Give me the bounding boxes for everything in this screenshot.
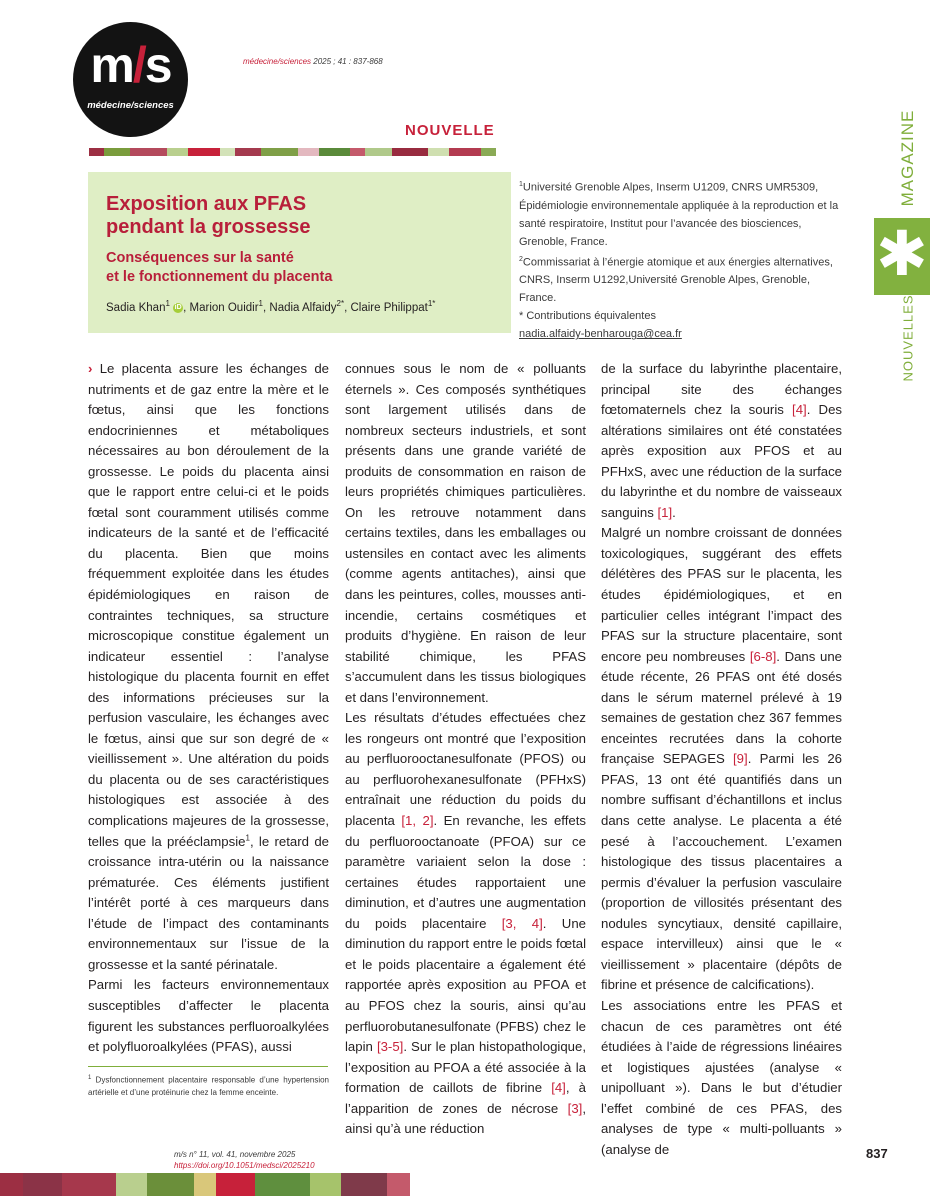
contact-email-link[interactable]: nadia.alfaidy-benharouga@cea.fr [519,328,682,341]
stripe-segment [365,148,391,156]
stripe-segment [310,1173,341,1196]
stripe-segment [89,148,104,156]
magazine-tab-label: MAGAZINE [898,109,917,207]
lead-arrow-icon: › [88,361,93,376]
stripe-segment [220,148,235,156]
stripe-segment [188,148,219,156]
stripe-segment [130,148,167,156]
paragraph: Malgré un nombre croissant de données toxicologiques, suggérant des effets délétères des PFAS sur le placenta, les études épidémiologiques, et en particulier celles intégrant l’impact des PFAS sur la structure placentaire, sont encore peu nombreuses [6-8]. Dans une étude récente, 26 PFAS ont été dosés dans le sérum maternel prélevé à 19 semaines de gestation chez 367 femmes enceintes recrutées dans la cohorte française SEPAGES [9]. Parmi les 26 PFAS, 13 ont été quantifiés dans un nombre suffisant d’échantillons et inclus dans cette analyse. Le placenta a été pesé à l’accouchement. L’examen histologique des tissus placentaires a permis d’évaluer la perfusion vasculaire (proportion de villosités présentant des nodules syncytiaux, densité capillaire, espace intervilleux) ainsi que le « vieillissement » placentaire (dépôts de fibrine et présence de calcifications). [601,525,843,993]
paragraph: Les associations entre les PFAS et chacun de ces paramètres ont été étudiées à l’aide de régressions linéaires et logistiques ajustées (analyse « unipolluant »). Dans le but d’étudier l’effet combiné de ces PFAS, des analyses de type « multi-polluants » (analyse de [601,997,842,1157]
logo-subtitle: médecine/sciences [87,100,174,111]
paragraph: Parmi les facteurs environnementaux susceptibles d’affecter le placenta figurent les substances perfluoroalkylées et polyfluoroalkylées (PFAS), aussi [88,977,329,1055]
stripe-segment [104,148,130,156]
citation-link[interactable]: [4] [792,402,807,418]
stripe-segment [341,1173,388,1196]
stripe-segment [350,148,365,156]
citation-link[interactable]: [4] [551,1080,566,1096]
stripe-segment [481,148,496,156]
paragraph: de la surface du labyrinthe placentaire, principal site des échanges fœtomaternels chez la souris [4]. Des altérations similaires ont été constatées après exposition aux PFOS et au PFHxS, avec une réduction de la surface du labyrinthe et du nombre de vaisseaux sanguins [1]. [601,361,842,520]
citation-link[interactable]: [1, 2] [401,813,434,829]
stripe-segment [147,1173,194,1196]
footnote-divider [88,1066,328,1067]
contribution-note: * Contributions équivalentes [519,310,656,323]
footer-stripe [0,1173,410,1196]
body-column-3 [601,359,842,1160]
section-label: NOUVELLE [405,122,495,139]
citation-link[interactable]: [9] [733,751,748,767]
stripe-segment [387,1173,410,1196]
stripe-segment [23,1173,62,1196]
stripe-segment [62,1173,117,1196]
paragraph: Les résultats d’études effectuées chez les rongeurs ont montré que l’exposition au perfluorooctanesulfonate (PFOS) ou au perfluorohexanesulfonate (PFHxS) entraînait une réduction du poids du placenta [1, 2]. En revanche, les effets du perfluorooctanoate (PFOA) sur ce paramètre variaient selon la dose : certaines études rapportaient une diminution, et d’autres une augmentation du poids placentaire [3, 4]. Une diminution du rapport entre le poids fœtal et le poids placentaire a également été rapportée après exposition au PFOA et au PFOS chez la souris, ainsi qu’au perfluorobutanesulfonate (PFBS) chez le lapin [3-5]. Sur le plan histopathologique, l’exposition au PFOA a été associée à la formation de caillots de fibrine [4], à l’apparition de zones de nécrose [3], ainsi qu’à une réduction [345,710,587,1137]
stripe-segment [428,148,449,156]
citation-link[interactable]: [3] [567,1100,583,1116]
stripe-segment [167,148,188,156]
paragraph: › Le placenta assure les échanges de nutriments et de gaz entre la mère et le fœtus, ainsi que les fonctions endocriniennes et métaboliques nécessaires au bon déroulement de la grossesse. Le poids du placenta ainsi que le rapport entre celui-ci et le poids fœtal sont couramment utilisés comme indicateurs de la santé et de l’efficacité du placenta. Bien que moins fréquemment exploitée dans les études épidémiologiques en raison de contraintes techniques, sa structure microscopique constitue également un indicateur essentiel : l’analyse histologique du placenta fournit en effet des informations précieuses sur la perfusion vasculaire, les échanges avec le fœtus, ainsi que sur son degré de « vieillissement ». Une altération du poids du placenta ou de ses caractéristiques histologiques est associée à des complications majeures de la grossesse, telles que la prééclampsie$^1$, le retard de croissance intra-utérin ou la naissance prématurée. Ces éléments justifient l’intérêt porté à ces marqueurs dans l’étude de l’impact des contaminants environnementaux sur l’issue de la grossesse et la santé périnatale. [88,361,329,972]
paragraph: connues sous le nom de « polluants éternels ». Ces composés synthétiques sont largement utilisés dans de nombreux secteurs industriels, et sont présents dans une grande variété de produits de consommation en raison de leurs propriétés chimiques particulières. On les retrouve notamment dans certains textiles, dans les emballages ou ustensiles en contact avec les aliments (comme agents antitaches), ainsi que dans les peintures, colles, mousses anti-incendie, certains cosmétiques et produits d’hygiène. En raison de leur stabilité chimique, les PFAS s’accumulent dans les tissus biologiques et dans l’environnement. [345,361,586,705]
stripe-segment [319,148,350,156]
stripe-segment [255,1173,310,1196]
citation-link[interactable]: [1] [657,504,673,520]
affiliations [519,176,849,343]
stripe-segment [392,148,429,156]
citation-link[interactable]: [3, 4] [501,915,543,931]
nouvelles-tab-label: NOUVELLES [900,293,916,382]
article-title: Exposition aux PFAS pendant la grossesse [106,193,311,238]
doi-link[interactable]: https://doi.org/10.1051/medsci/2025210 [174,1161,315,1170]
stripe-segment [194,1173,217,1196]
body-column-1 [88,359,329,1058]
stripe-segment [449,148,480,156]
orcid-icon[interactable]: iD [174,303,182,311]
affiliation-1: $^1$Université Grenoble Alpes, Inserm U1209, CNRS UMR5309, Épidémiologie environnementale appliquée à la reproduction et la santé respiratoire, Institut pour l’avancée des biosciences, Grenoble, France. [519,181,839,248]
stripe-segment [0,1173,23,1196]
page-number: 837 [866,1146,888,1161]
stripe-segment [216,1173,255,1196]
footnote-marker[interactable]: 1 [245,833,250,843]
body-column-2 [345,359,586,1140]
logo-monogram: m/s [90,37,171,93]
stripe-segment [298,148,319,156]
journal-logo [73,22,188,137]
footnote: $^1$ Dysfonctionnement placentaire responsable d’une hypertension artérielle et d’une protéinurie chez la femme enceinte. [88,1075,329,1098]
journal-reference: médecine/sciences 2025 ; 41 : 837-868 [243,57,383,66]
author-list: Sadia Khan$^1$ iD , Marion Ouidir$^1$, Nadia Alfaidy$^{2*}$, Claire Philippat$^{1*}$ [106,299,436,314]
citation-link[interactable]: [3-5] [376,1039,404,1055]
stripe-segment [116,1173,147,1196]
stripe-segment [235,148,261,156]
stripe-segment [261,148,298,156]
issue-info: m/s n° 11, vol. 41, novembre 2025 [174,1150,296,1159]
article-subtitle: Conséquences sur la santé et le fonctionnement du placenta [106,250,333,285]
citation-link[interactable]: [6-8] [749,648,777,664]
affiliation-2: $^2$Commissariat à l’énergie atomique et aux énergies alternatives, CNRS, Inserm U1292,Université Grenoble Alpes, Grenoble, France. [519,255,833,305]
header-stripe [89,148,496,156]
asterisk-icon: ✱ [874,218,930,295]
